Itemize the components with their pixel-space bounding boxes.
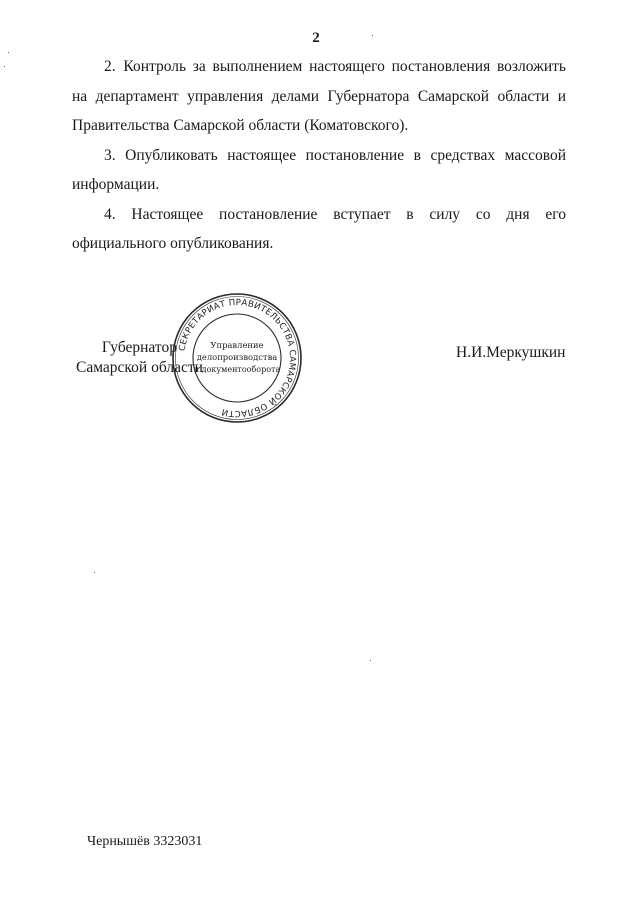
executor-note: Чернышёв 3323031 xyxy=(87,834,203,849)
page-number: 2 xyxy=(312,30,320,46)
scan-speck xyxy=(370,660,371,661)
scan-speck xyxy=(372,35,373,36)
scan-speck xyxy=(4,66,5,67)
signatory-name: Н.И.Меркушкин xyxy=(456,344,566,361)
seal-center-line3: и документооборота xyxy=(193,365,281,374)
seal-ring-text: СЕКРЕТАРИАТ ПРАВИТЕЛЬСТВА САМАРСКОЙ ОБЛАСТИ xyxy=(177,297,298,419)
seal-center-line2: делопроизводства xyxy=(196,352,278,362)
signatory-position-line1: Губернатор xyxy=(101,339,177,356)
paragraph-2: 2. Контроль за выполнением настоящего постановления возложить на департамент управления делами Губернатора Самарской области и Правительства Самарской области (Коматовского). xyxy=(72,58,566,134)
official-seal xyxy=(171,292,303,424)
scan-speck xyxy=(94,572,95,573)
seal-center-line1: Управление xyxy=(210,340,264,350)
paragraph-4: 4. Настоящее постановление вступает в силу со дня его официального опубликования. xyxy=(72,205,566,252)
paragraph-3: 3. Опубликовать настоящее постановление в средствах массовой информации. xyxy=(72,146,566,193)
scan-speck xyxy=(8,52,9,53)
document-body xyxy=(72,52,566,259)
signatory-position-line2: Самарской области xyxy=(76,359,203,376)
